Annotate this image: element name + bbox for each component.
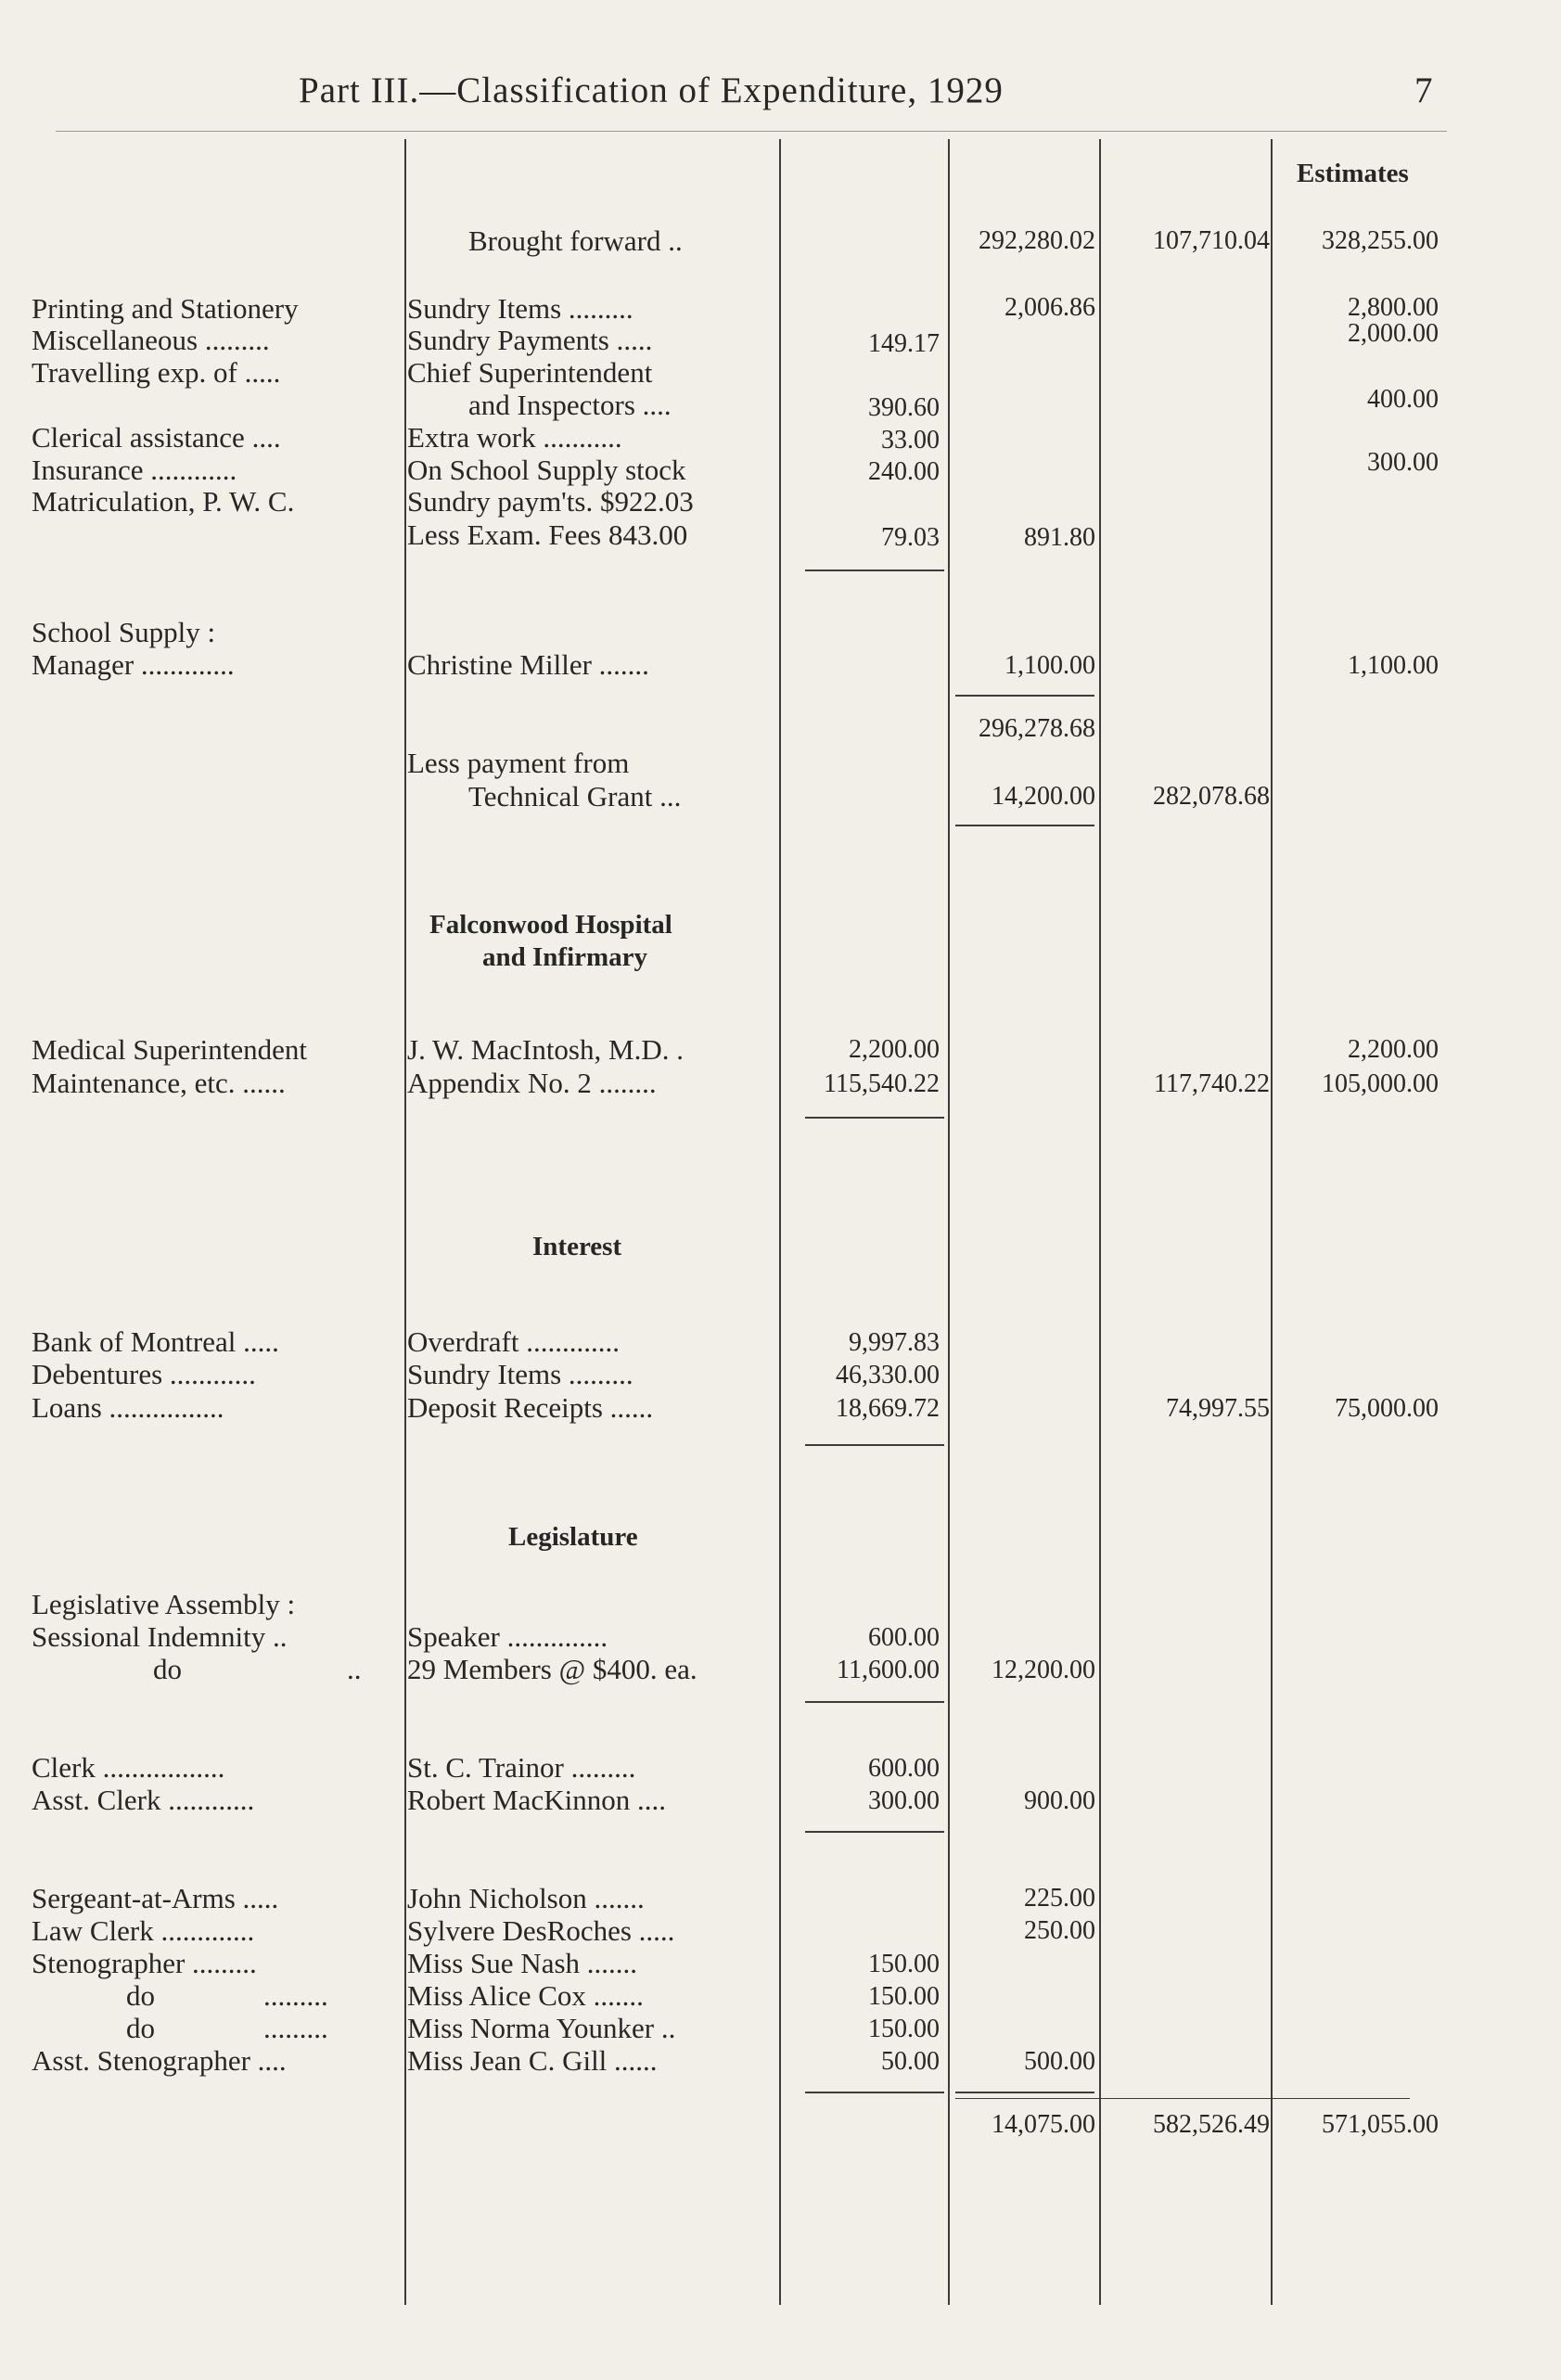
rule xyxy=(805,569,944,571)
amount: 14,200.00 xyxy=(992,782,1095,811)
row-label: Manager ............. xyxy=(32,648,235,681)
row-description: and Inspectors .... xyxy=(468,389,672,421)
amount: 240.00 xyxy=(868,457,940,486)
row-description: 29 Members @ $400. ea. xyxy=(407,1653,697,1685)
amount: 900.00 xyxy=(1024,1786,1095,1815)
header-rule xyxy=(56,131,1447,132)
row-label: Clerical assistance .... xyxy=(32,421,281,454)
amount: 74,997.55 xyxy=(1166,1394,1270,1423)
amount: 33.00 xyxy=(881,426,940,454)
rule xyxy=(805,1117,944,1119)
column-divider xyxy=(779,139,781,2305)
row-description: Speaker .............. xyxy=(407,1620,608,1653)
row-label: Printing and Stationery xyxy=(32,292,299,325)
page-number: 7 xyxy=(1414,70,1434,110)
rule xyxy=(805,1444,944,1446)
row-label: Medical Superintendent xyxy=(32,1033,307,1066)
amount: 891.80 xyxy=(1024,523,1095,552)
row-description: Miss Sue Nash ....... xyxy=(407,1947,638,1979)
amount: 328,255.00 xyxy=(1322,226,1439,255)
row-label: Loans ................ xyxy=(32,1391,224,1424)
column-divider xyxy=(1271,139,1273,2305)
row-description: Deposit Receipts ...... xyxy=(407,1391,654,1424)
row-description: Sundry paym'ts. $922.03 xyxy=(407,485,694,518)
estimates-column-header: Estimates xyxy=(1297,159,1409,188)
amount: 107,710.04 xyxy=(1153,226,1270,255)
amount: 292,280.02 xyxy=(979,226,1095,255)
total-amount: 14,075.00 xyxy=(992,2110,1095,2139)
row-description: Extra work ........... xyxy=(407,421,622,454)
amount: 390.60 xyxy=(868,393,940,422)
row-description: Sundry Items ......... xyxy=(407,1358,633,1390)
section-heading: Interest xyxy=(532,1232,622,1261)
amount: 1,100.00 xyxy=(1348,651,1439,680)
row-label: Travelling exp. of ..... xyxy=(32,356,281,389)
row-description: J. W. MacIntosh, M.D. . xyxy=(407,1033,684,1066)
section-heading: and Infirmary xyxy=(482,942,648,972)
row-description: Sundry Payments ..... xyxy=(407,324,653,356)
column-divider xyxy=(404,139,406,2305)
row-label: Sessional Indemnity .. xyxy=(32,1620,288,1653)
rule xyxy=(955,825,1094,826)
total-rule xyxy=(955,2098,1410,2099)
row-description: Chief Superintendent xyxy=(407,356,653,389)
amount: 600.00 xyxy=(868,1623,940,1652)
amount: 117,740.22 xyxy=(1154,1069,1270,1098)
row-description: Robert MacKinnon .... xyxy=(407,1784,666,1816)
total-amount: 571,055.00 xyxy=(1322,2110,1439,2139)
row-label: Asst. Stenographer .... xyxy=(32,2044,287,2077)
amount: 50.00 xyxy=(881,2047,940,2076)
row-label: Insurance ............ xyxy=(32,454,237,486)
amount: 79.03 xyxy=(881,523,940,552)
subtotal-amount: 296,278.68 xyxy=(979,714,1095,743)
amount: 2,006.86 xyxy=(1004,293,1095,322)
row-label: Asst. Clerk ............ xyxy=(32,1784,255,1816)
page-title: Part III.—Classification of Expenditure, 1929 xyxy=(299,70,1004,110)
row-description: Miss Jean C. Gill ...... xyxy=(407,2044,658,2077)
section-heading: School Supply : xyxy=(32,616,216,648)
row-label: Sergeant-at-Arms ..... xyxy=(32,1882,279,1914)
amount: 400.00 xyxy=(1367,385,1439,414)
amount: 300.00 xyxy=(1367,448,1439,477)
section-heading: Falconwood Hospital xyxy=(429,910,672,940)
amount: 500.00 xyxy=(1024,2047,1095,2076)
amount: 105,000.00 xyxy=(1322,1069,1439,1098)
row-label: Law Clerk ............. xyxy=(32,1914,255,1947)
amount: 2,200.00 xyxy=(849,1035,940,1064)
rule xyxy=(805,1831,944,1833)
amount: 150.00 xyxy=(868,1950,940,1978)
section-heading: Legislative Assembly : xyxy=(32,1588,296,1620)
rule xyxy=(805,2092,944,2093)
row-description: Miss Alice Cox ....... xyxy=(407,1979,644,2012)
amount: 11,600.00 xyxy=(837,1656,940,1684)
amount: 149.17 xyxy=(868,329,940,358)
row-label: Maintenance, etc. ...... xyxy=(32,1067,286,1099)
total-amount: 582,526.49 xyxy=(1153,2110,1270,2139)
amount: 2,200.00 xyxy=(1348,1035,1439,1064)
leader-dots: .. xyxy=(347,1653,362,1685)
row-description: Miss Norma Younker .. xyxy=(407,2012,676,2044)
row-description: St. C. Trainor ......... xyxy=(407,1751,636,1784)
row-description: Sundry Items ......... xyxy=(407,292,633,325)
row-label: do xyxy=(153,1653,182,1685)
row-description: Technical Grant ... xyxy=(468,780,682,813)
leader-dots: ......... xyxy=(263,1979,328,2012)
row-label: do xyxy=(126,2012,155,2044)
row-label: Stenographer ......... xyxy=(32,1947,257,1979)
amount: 1,100.00 xyxy=(1004,651,1095,680)
amount: 225.00 xyxy=(1024,1884,1095,1913)
row-description: Appendix No. 2 ........ xyxy=(407,1067,657,1099)
brought-forward-label: Brought forward .. xyxy=(468,224,683,257)
amount: 75,000.00 xyxy=(1335,1394,1439,1423)
amount: 600.00 xyxy=(868,1754,940,1783)
column-divider xyxy=(1099,139,1101,2305)
row-label: Debentures ............ xyxy=(32,1358,256,1390)
section-heading: Legislature xyxy=(508,1522,638,1552)
amount: 9,997.83 xyxy=(849,1328,940,1357)
row-label: do xyxy=(126,1979,155,2012)
amount: 300.00 xyxy=(868,1786,940,1815)
amount: 115,540.22 xyxy=(824,1069,940,1098)
amount: 2,000.00 xyxy=(1348,319,1439,348)
amount: 282,078.68 xyxy=(1153,782,1270,811)
leader-dots: ......... xyxy=(263,2012,328,2044)
amount: 46,330.00 xyxy=(836,1361,940,1389)
rule xyxy=(955,2092,1094,2093)
row-description: On School Supply stock xyxy=(407,454,686,486)
amount: 2,800.00 xyxy=(1348,293,1439,322)
row-label: Miscellaneous ......... xyxy=(32,324,270,356)
row-description: John Nicholson ....... xyxy=(407,1882,645,1914)
rule xyxy=(805,1701,944,1703)
amount: 150.00 xyxy=(868,1982,940,2011)
row-description: Christine Miller ....... xyxy=(407,648,649,681)
row-description: Less payment from xyxy=(407,747,630,779)
rule xyxy=(955,695,1094,697)
row-label: Bank of Montreal ..... xyxy=(32,1325,279,1358)
row-description: Sylvere DesRoches ..... xyxy=(407,1914,675,1947)
amount: 250.00 xyxy=(1024,1916,1095,1945)
row-description: Less Exam. Fees 843.00 xyxy=(407,518,688,551)
amount: 18,669.72 xyxy=(836,1394,940,1423)
amount: 12,200.00 xyxy=(992,1656,1095,1684)
row-description: Overdraft ............. xyxy=(407,1325,620,1358)
column-divider xyxy=(948,139,950,2305)
row-label: Clerk ................. xyxy=(32,1751,225,1784)
row-label: Matriculation, P. W. C. xyxy=(32,485,295,518)
amount: 150.00 xyxy=(868,2015,940,2043)
